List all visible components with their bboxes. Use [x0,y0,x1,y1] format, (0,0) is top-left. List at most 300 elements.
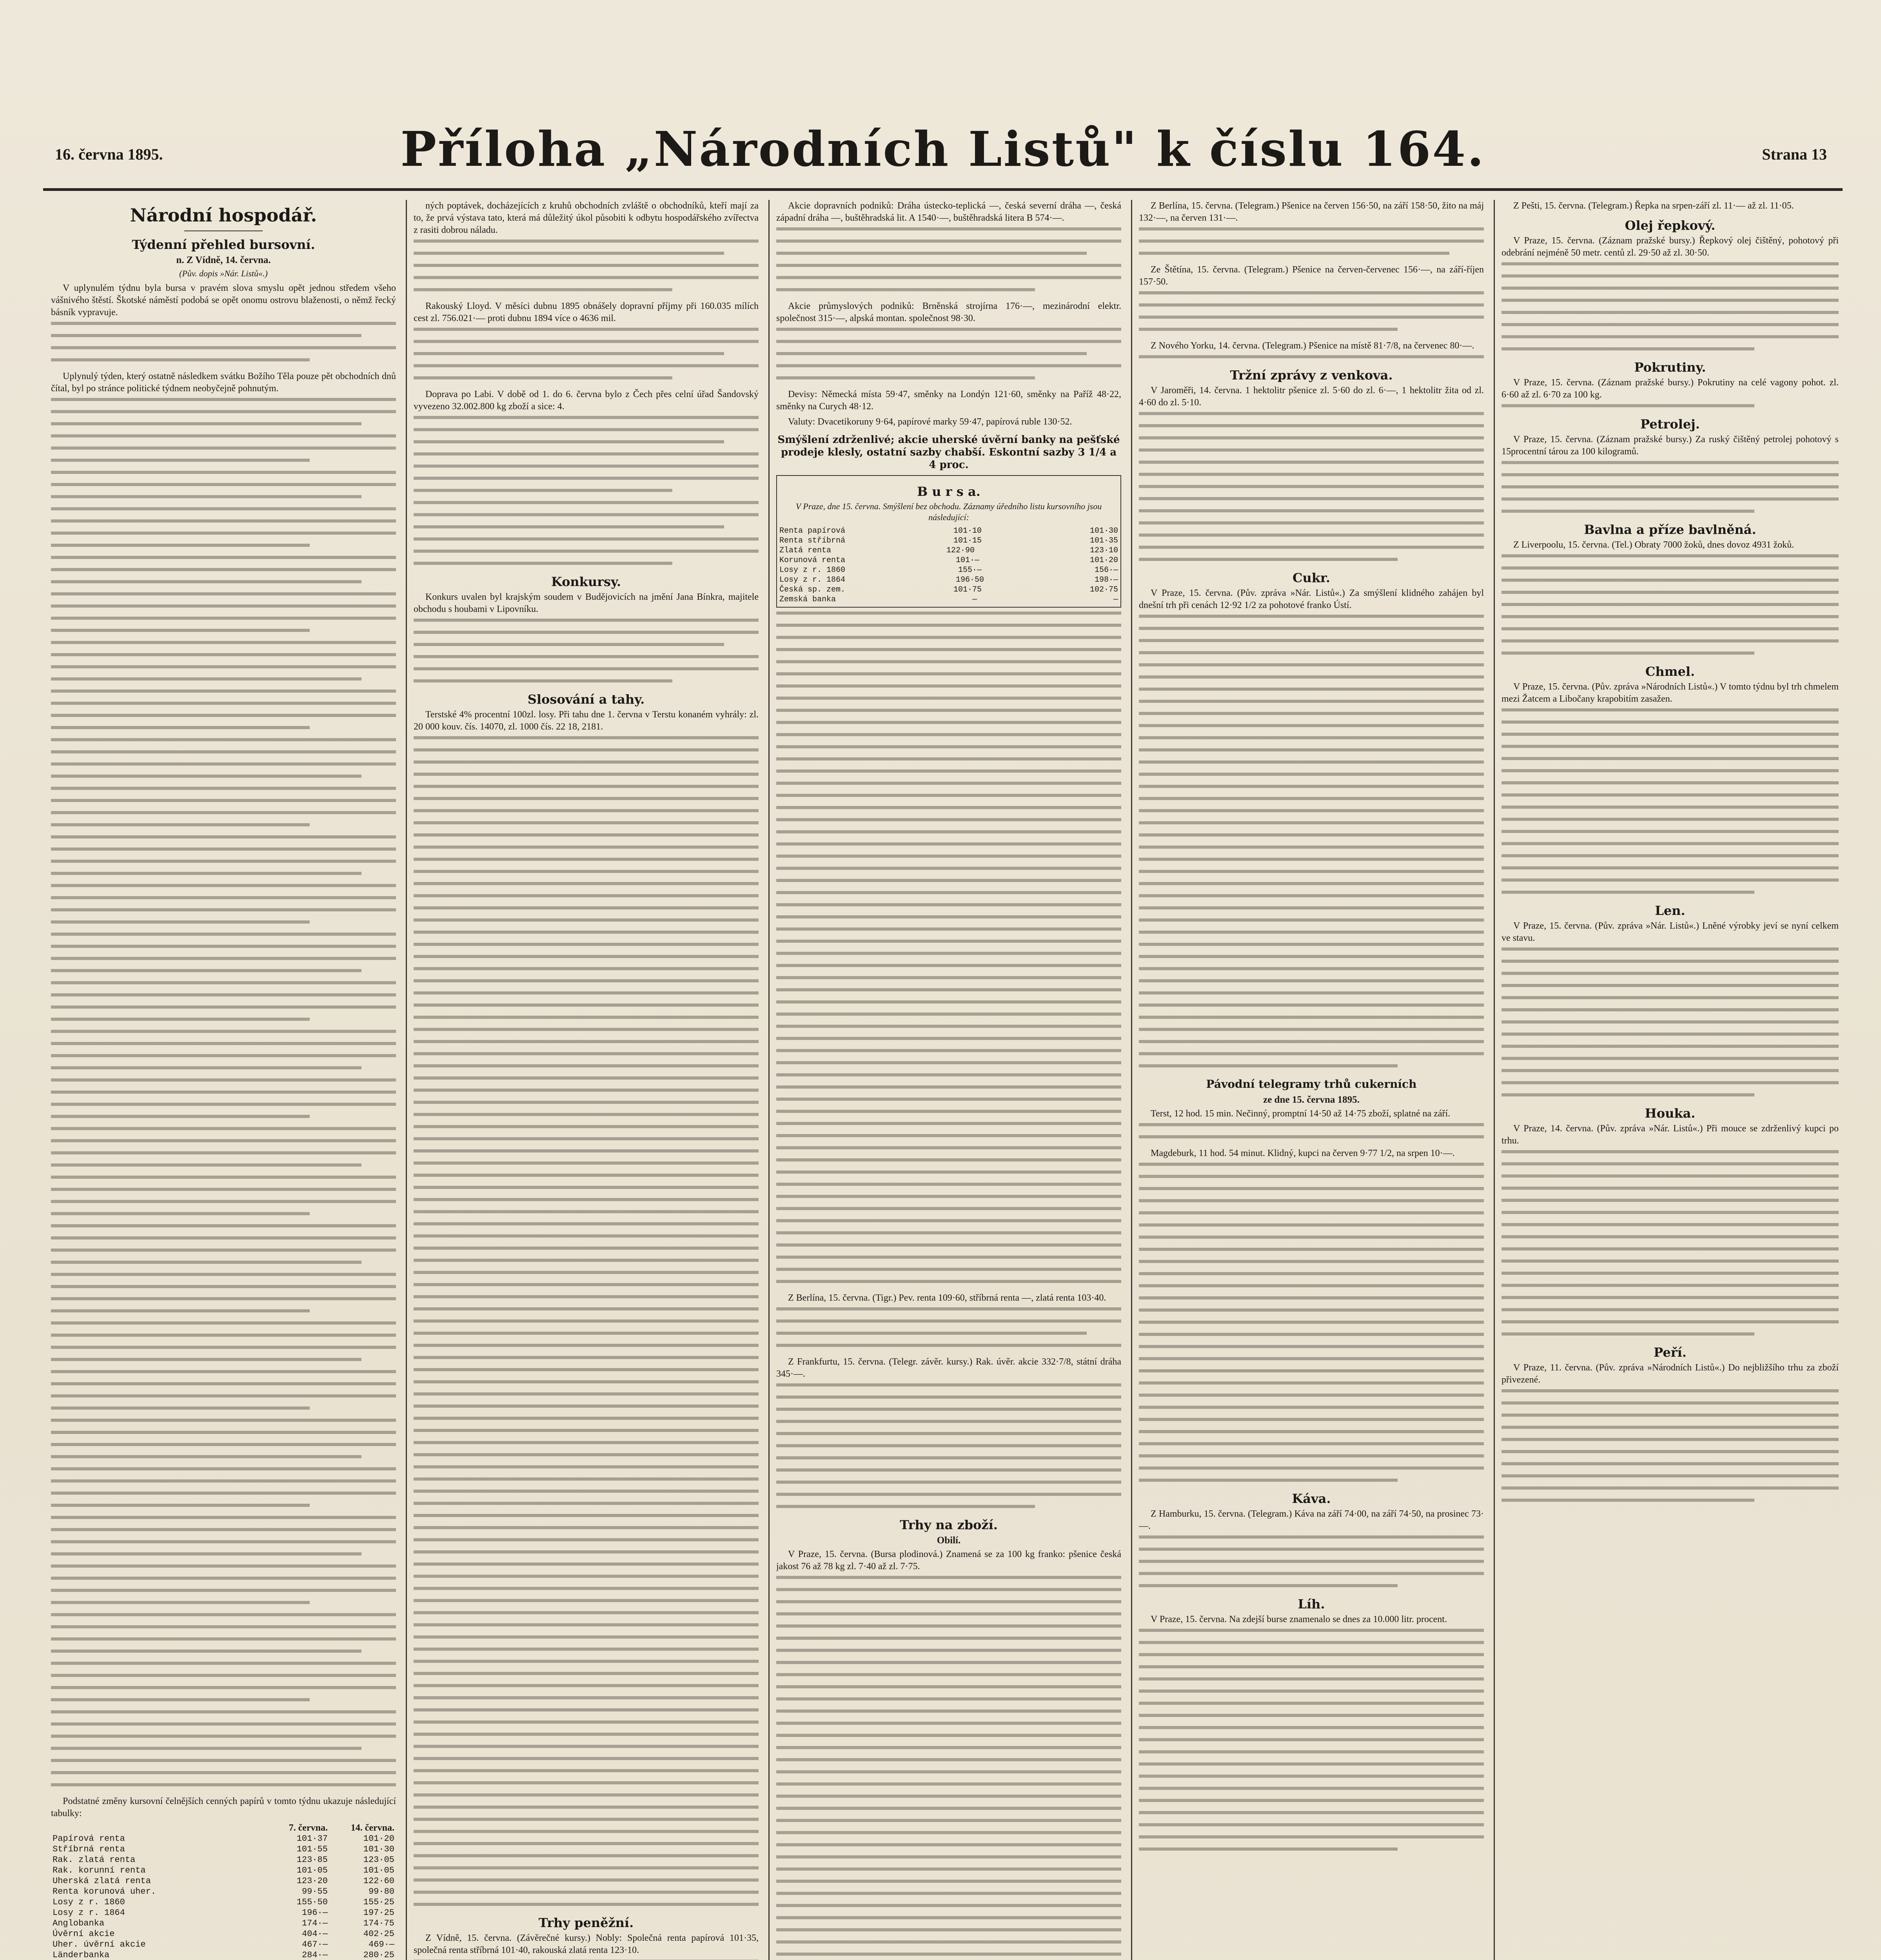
text-line [414,1356,759,1359]
text-line [1139,833,1484,837]
text-line [1139,1572,1484,1575]
text-line [414,1149,759,1152]
text-line [414,328,759,331]
bourse-date: V Praze, dne 15. června. Smýšlení bez obchodu. Záznamy úředního listu kursovního jsou následující: [795,501,1102,522]
text-line [51,1249,396,1252]
text-line [1139,1223,1484,1227]
text-line [1502,769,1839,772]
text-line [414,264,759,267]
text-line [1502,972,1839,975]
text-line [1139,760,1484,764]
text-line [1502,579,1839,582]
rates-row [51,1950,396,1960]
column-divider [406,200,407,1960]
text-line [51,1455,361,1458]
text-line [776,1243,1121,1247]
text-line [414,1854,759,1857]
text-line [1502,1223,1839,1226]
rate-value: 101·20 [363,1834,394,1844]
text-line [776,264,1121,267]
text-line [1139,328,1398,331]
text-line [1502,1450,1839,1453]
text-line [776,1049,1121,1052]
text-line [1502,1320,1839,1323]
dateline: n. Z Vídně, 14. června. [176,255,271,265]
text-line [51,1139,396,1142]
text-line [414,1441,759,1444]
text-line [1139,688,1484,691]
section-subtitle: Tržní zprávy z venkova. [1230,368,1393,383]
text-line [414,352,724,355]
text-line [414,1344,759,1347]
text-line [776,1134,1121,1137]
text-line [1139,1357,1484,1360]
text-line [1139,1690,1484,1693]
paragraph: Z Hamburku, 15. června. (Telegram.) Káva na září 74·00, na září 74·50, na prosinec 73·—. [1139,1509,1484,1531]
bourse-row [779,565,1118,575]
text-line [776,328,1121,331]
text-line [51,1613,396,1616]
rate-value: 99·80 [368,1887,394,1896]
text-line [51,1479,396,1483]
text-line [776,1037,1121,1040]
text-line [1502,781,1839,784]
text-line [51,1236,396,1240]
text-line [51,690,396,693]
text-line [776,1332,1087,1335]
bourse-item: Korunová renta [779,556,846,565]
text-line [1139,1296,1484,1299]
text-line [414,1295,759,1298]
columns [51,200,1839,1960]
text-line [414,240,759,243]
text-line [414,1818,759,1821]
text-line [414,1623,759,1626]
text-line [414,1563,759,1566]
text-line [1139,1847,1398,1851]
text-line [51,629,310,632]
text-line [1139,1835,1484,1838]
text-line [414,1587,759,1590]
rate-name: Losy z r. 1864 [53,1908,125,1918]
rate-value: 196·— [301,1908,328,1918]
rates-row [51,1918,396,1929]
text-line [776,1819,1121,1822]
text-line [1502,878,1839,882]
text-line [776,915,1121,918]
rate-value: 280·25 [363,1950,394,1960]
text-line [1139,797,1484,800]
text-line [51,787,396,790]
text-line [51,981,396,984]
rate-name: Uher. úvěrní akcie [53,1940,146,1949]
bourse-row [779,536,1118,546]
text-line [1139,546,1484,549]
text-line [51,1188,396,1191]
text-line [414,1332,759,1335]
text-line [414,1161,759,1165]
bourse-row [779,595,1118,604]
paragraph: Terstské 4% procentní 100zl. losy. Při tahu dne 1. června v Terstu konaném vyhrály: zl. 20 000 kouv. čís. 14070, zl. 1000 čís. 22 18, 2181. [414,710,759,732]
text-line [1502,627,1839,630]
text-line [776,1344,1121,1347]
text-line [51,726,310,729]
text-line [1139,316,1484,319]
text-line [1502,806,1839,809]
text-line [1139,1738,1484,1741]
paragraph: Doprava po Labi. V době od 1. do 6. června bylo z Čech přes celní úřad Šandovský vyvezeno 32.002.800 kg zboží a sice: 4. [414,389,759,412]
text-line [51,1662,396,1665]
section-subtitle: Trhy na zboží. [900,1517,998,1532]
text-line [776,964,1121,967]
text-line [51,322,396,325]
text-line [414,870,759,873]
text-line [1502,323,1839,326]
rates-head-blank [51,1823,269,1833]
text-line [1502,1284,1839,1287]
text-line [51,1540,396,1543]
bourse-item: Česká sp. zem. [779,585,846,594]
text-line [1139,1629,1484,1632]
text-line [1139,894,1484,897]
text-line [776,769,1121,773]
bourse-value: 101·30 [1089,526,1118,535]
rate-value: 155·25 [363,1897,394,1907]
text-line [1139,521,1484,524]
text-line [414,1417,759,1420]
text-line [776,1697,1121,1700]
text-line [1139,1418,1484,1421]
text-line [1139,1211,1484,1214]
text-line [1139,700,1484,703]
section-subtitle: Houka. [1645,1106,1696,1121]
text-line [414,1174,759,1177]
text-line [1139,906,1484,909]
text-line [776,842,1121,846]
text-line [1139,1028,1484,1031]
text-line [776,1468,1121,1472]
text-line [414,906,759,909]
text-line [776,376,1035,379]
text-line [414,1514,759,1517]
text-line [414,736,759,739]
text-line [776,1734,1121,1737]
text-line [51,1115,310,1118]
column-5 [1502,200,1839,1960]
text-line [776,1207,1121,1210]
paragraph: Terst, 12 hod. 15 min. Nečinný, promptní 14·50 až 14·75 zboží, splatné na září. [1151,1109,1451,1119]
text-line [776,1807,1121,1810]
text-line [1502,1150,1839,1153]
text-line [776,1231,1121,1234]
text-line [51,714,396,717]
text-line [51,750,396,753]
text-line [1502,1008,1839,1011]
text-line [776,1746,1121,1749]
text-line [414,1222,759,1225]
section-subtitle: Trhy peněžní. [538,1915,634,1930]
text-line [1502,854,1839,857]
text-line [51,1650,361,1653]
text-line [51,1297,396,1300]
text-line [1139,1123,1484,1126]
text-line [1139,303,1484,307]
rate-value: 99·55 [301,1887,328,1896]
text-line [1502,287,1839,290]
text-line [414,785,759,788]
text-line [1139,1308,1484,1312]
text-line [1502,652,1754,655]
text-line [776,806,1121,809]
bourse-value: — [1113,595,1118,604]
text-line [1139,461,1484,464]
text-line [1139,473,1484,476]
text-line [414,1259,759,1262]
text-line [1139,252,1449,255]
text-line [414,252,724,255]
text-line [776,1855,1121,1858]
text-line [414,809,759,812]
text-line [776,1588,1121,1591]
text-line [1502,1081,1839,1084]
rates-row [51,1939,396,1950]
text-line [414,428,759,431]
text-line [414,931,759,934]
rate-value: 101·30 [363,1844,394,1854]
text-line [1139,991,1484,995]
text-line [414,955,759,958]
column-4 [1139,200,1484,1960]
text-line [51,872,361,875]
section-subtitle: Chmel. [1645,664,1695,679]
text-line [776,1110,1121,1113]
text-line [51,519,396,523]
text-line [1139,1260,1484,1263]
text-line [414,667,759,670]
text-line [1139,1823,1484,1826]
text-line [776,1770,1121,1773]
text-line [1139,1345,1484,1348]
text-line [776,240,1121,243]
text-line [776,1013,1121,1016]
text-line [1502,793,1839,797]
paragraph: V Praze, 15. června. (Pův. zpráva »Nár. Listů«.) Lněné výrobky jeví se nyní celkem ve stavu. [1502,921,1839,943]
text-line [1502,1426,1839,1429]
text-line [776,276,1121,279]
rate-value: 174·— [301,1918,328,1928]
section-subtitle: Petrolej. [1640,417,1700,432]
rates-row [51,1833,396,1844]
text-line [51,653,396,656]
text-line [414,1113,759,1116]
text-line [1139,534,1484,537]
text-line [414,1453,759,1456]
text-line [1139,1272,1484,1275]
text-line [1502,1296,1839,1299]
text-line [414,1672,759,1675]
text-line [414,882,759,885]
text-line [414,1368,759,1371]
section-subtitle: Týdenní přehled bursovní. [132,237,315,252]
text-line [51,1200,396,1203]
text-line [414,489,672,492]
text-line [776,1280,1121,1283]
text-line [51,1066,361,1069]
text-line [51,507,396,510]
text-line [1502,1462,1839,1465]
paragraph: V Praze, 15. června. (Záznam pražské bursy.) Řepkový olej čištěný, pohotový při odebrání nejméně 50 metr. centů zl. 29·50 až zl. 30·50. [1502,236,1839,258]
page-number: Strana 13 [1762,145,1827,163]
text-line [1139,1762,1484,1766]
text-line [414,1040,759,1043]
text-line [1139,1479,1398,1482]
text-line [51,848,396,851]
text-line [776,1624,1121,1628]
paragraph: Ze Štětína, 15. června. (Telegram.) Pšenice na červen-červenec 156·—, na září-říjen 157·50. [1139,265,1484,287]
rates-row [51,1865,396,1876]
text-line [414,833,759,837]
text-line [776,830,1121,833]
bourse-item: Zlatá renta [779,546,832,555]
text-line [776,1195,1121,1198]
paragraph: V uplynulém týdnu byla bursa v pravém slova smyslu opět jednou středem všeho vášnivého štěstí. Škotské náměstí podobá se opět onomu ostrovu blaženosti, o němž řecký básník vypravuje. [51,283,396,318]
paragraph: Uplynulý týden, který ostatně následkem svátku Božího Těla pouze pět obchodních dnů čítal, byl po stránce politické týdnem neobyčejně pohnutým. [51,371,396,394]
text-line [1139,1584,1398,1587]
text-line [51,1103,396,1106]
text-line [51,544,310,547]
text-line [1502,733,1839,736]
text-line [1139,663,1484,666]
text-line [414,1781,759,1784]
text-line [51,1127,396,1130]
text-line [1139,1016,1484,1019]
bourse-value: 101·15 [953,536,982,545]
text-line [414,1283,759,1286]
text-line [1502,335,1839,338]
text-line [1502,591,1839,594]
text-line [51,1443,396,1446]
text-line [414,1076,759,1080]
text-line [414,1684,759,1687]
divider [184,230,263,231]
text-line [1502,1247,1839,1250]
rate-value: 402·25 [363,1929,394,1939]
text-line [1139,497,1484,500]
text-line [51,1224,396,1227]
text-line [776,1408,1121,1411]
text-line [414,1745,759,1748]
text-line [1502,1093,1754,1096]
rate-value: 469·— [368,1940,394,1949]
text-line [414,991,759,995]
paragraph: V Jaroměři, 14. června. 1 hektolitr pšenice zl. 5·60 do zl. 6·—, 1 hektolitr žita od zl. 4·60 do zl. 5·10. [1139,385,1484,408]
text-line [51,1577,396,1580]
text-line [51,1309,310,1312]
text-line [1139,448,1484,452]
text-line [414,1052,759,1055]
text-line [51,775,361,778]
rates-row [51,1876,396,1886]
rate-value: 123·05 [363,1855,394,1865]
text-line [776,340,1121,343]
text-line [51,1346,396,1349]
text-line [1502,262,1839,265]
text-line [776,1710,1121,1713]
rate-value: 155·50 [296,1897,328,1907]
text-line [414,979,759,982]
text-line [414,1806,759,1809]
text-line [414,1538,759,1541]
text-line [414,748,759,751]
text-line [414,943,759,946]
text-line [776,1685,1121,1688]
text-line [776,227,1121,230]
text-line [776,757,1121,760]
text-line [776,1758,1121,1761]
text-line [1139,809,1484,812]
text-line [1502,818,1839,821]
text-line [414,760,759,764]
text-line [776,952,1121,955]
rate-value: 197·25 [363,1908,394,1918]
bourse-value: 196·50 [956,575,984,584]
text-line [1139,955,1484,958]
text-line [1139,675,1484,679]
text-line [776,1444,1121,1447]
text-line [414,1016,759,1019]
text-line [1139,1052,1484,1055]
text-line [414,1380,759,1383]
text-line [1502,404,1754,407]
text-line [1502,1235,1839,1238]
section-subtitle: Káva. [1292,1491,1331,1506]
text-line [1502,497,1839,501]
text-line [414,1842,759,1845]
text-line [776,1795,1121,1798]
text-line [414,1004,759,1007]
text-line [1139,967,1484,970]
text-line [776,1867,1121,1871]
text-line [776,1661,1121,1664]
text-line [51,398,396,401]
text-line [51,1030,396,1033]
rates-row [51,1844,396,1855]
text-line [51,1273,396,1276]
text-line [414,537,759,541]
text-line [776,1576,1121,1579]
text-line [414,1101,759,1104]
text-line [414,1186,759,1189]
text-line [51,1637,396,1641]
text-line [1139,1466,1484,1470]
text-line [776,940,1121,943]
paragraph: Z Berlína, 15. června. (Telegram.) Pšenice na červen 156·50, na září 158·50, žito na máj 132·—, na červen 131·—. [1139,201,1484,223]
text-line [1502,1259,1839,1263]
paragraph: Z Liverpoolu, 15. června. (Tel.) Obraty 7000 žoků, dnes dovoz 4931 žoků. [1513,540,1794,550]
text-line [51,1163,361,1167]
text-line [1502,830,1839,833]
rate-name: Losy z r. 1860 [53,1897,125,1907]
text-line [776,1892,1121,1895]
text-line [51,641,396,644]
text-line [1139,1199,1484,1202]
text-line [1139,1750,1484,1753]
text-line [414,679,672,682]
text-line [414,1392,759,1396]
text-line [776,1061,1121,1064]
text-line [414,288,672,291]
bourse-value: 101·10 [953,526,982,535]
